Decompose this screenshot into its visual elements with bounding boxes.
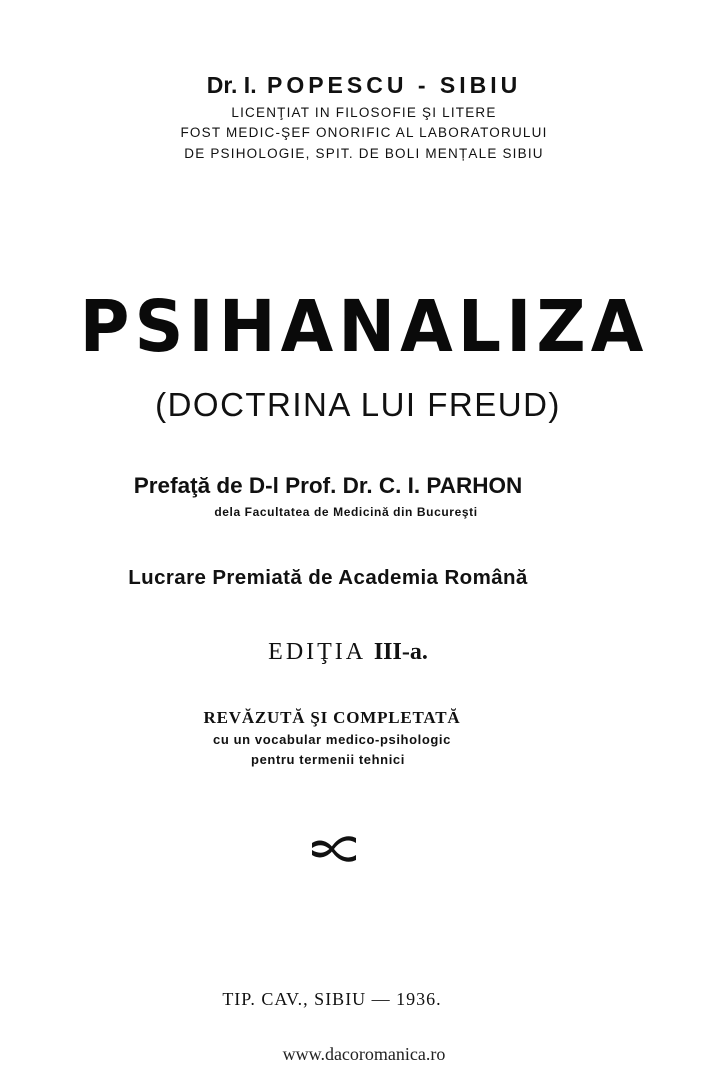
author-line: [0, 72, 728, 99]
vocabulary-line: cu un vocabular medico-psihologic: [213, 732, 451, 747]
author-name: POPESCU - SIBIU: [266, 72, 522, 98]
preface-affiliation: dela Facultatea de Medicină din Bucureşti: [214, 505, 478, 519]
credential-line-3: DE PSIHOLOGIE, SPIT. DE BOLI MENȚALE SIBIU: [184, 146, 544, 161]
edition-label: EDIŢIA: [268, 639, 365, 665]
preface-credit: Prefaţă de D-l Prof. Dr. C. I. PARHON: [133, 473, 523, 498]
author-prefix: Dr. I.: [206, 72, 257, 98]
printer-ornament-icon: [310, 834, 358, 864]
credential-line-1: LICENŢIAT IN FILOSOFIE ŞI LITERE: [231, 105, 497, 120]
edition-line: [0, 639, 712, 666]
edition-number: III-a.: [373, 639, 428, 665]
revision-line: REVĂZUTĂ ŞI COMPLETATĂ: [203, 708, 461, 727]
award-line: Lucrare Premiată de Academia Română: [128, 566, 528, 589]
book-subtitle: (DOCTRINA LUI FREUD): [155, 386, 561, 423]
imprint-line: TIP. CAV., SIBIU — 1936.: [222, 989, 442, 1009]
credential-line-2: FOST MEDIC-ŞEF ONORIFIC AL LABORATORULUI: [180, 125, 548, 140]
terms-line: pentru termenii tehnici: [251, 752, 405, 767]
book-title: PSIHANALIZA: [79, 286, 649, 369]
website-link[interactable]: www.dacoromanica.ro: [282, 1044, 446, 1064]
